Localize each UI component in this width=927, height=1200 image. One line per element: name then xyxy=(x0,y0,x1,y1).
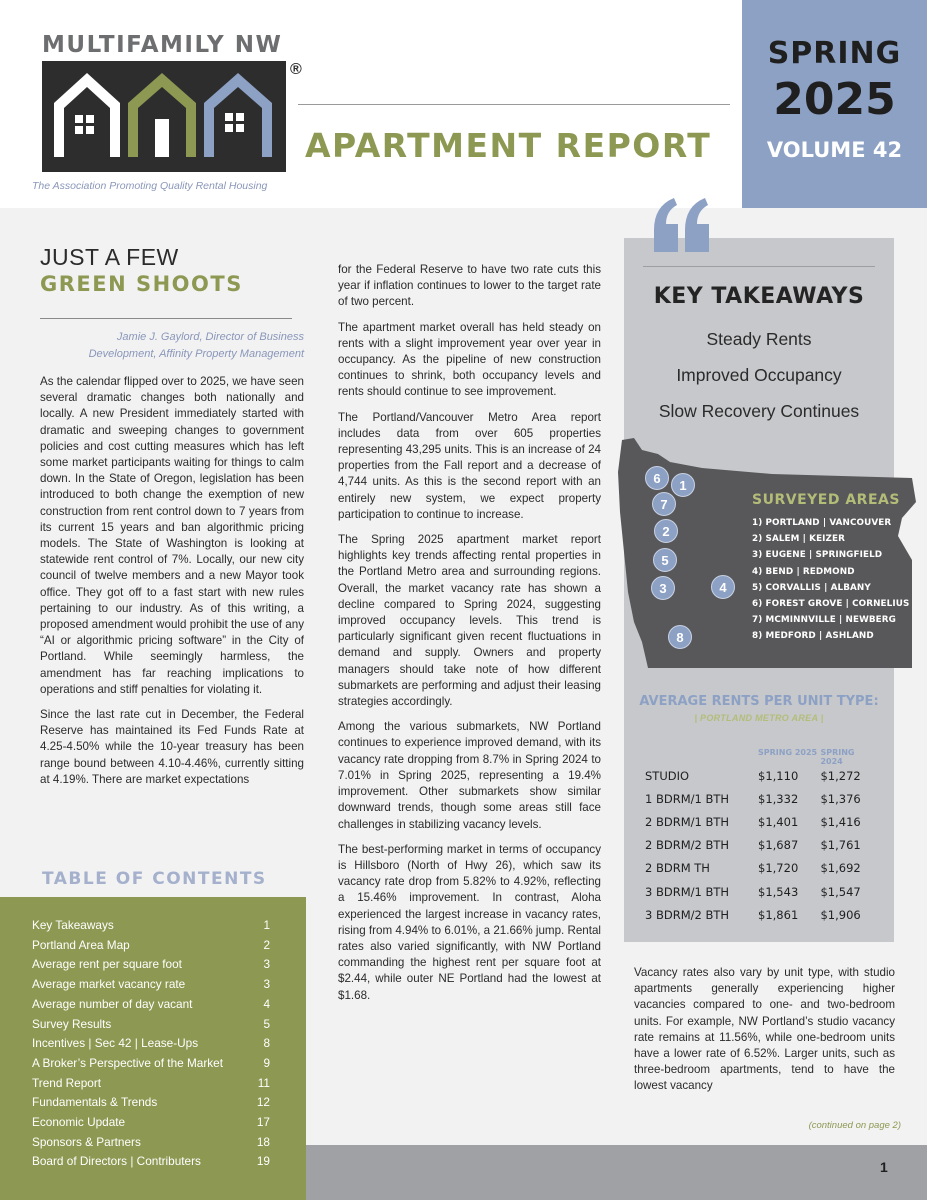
unit-type: 2 BDRM TH xyxy=(645,861,710,876)
toc-item-label: A Broker’s Perspective of the Market xyxy=(32,1055,224,1070)
unit-type: 3 BDRM/1 BTH xyxy=(645,884,730,899)
byline-line: Development, Affinity Property Management xyxy=(88,348,304,360)
article-paragraph: Among the various submarkets, NW Portland continues to experience improved demand, with its vacancy rate dropping from 8.7% in Spring 2024 to 7.01% in Spring 2025, representing a 19.4% improvement. Other submarkets show similar downward trends, though some areas still face challenges in stabilizing vacancy levels. xyxy=(338,720,601,831)
map-pin[interactable]: 2 xyxy=(654,519,678,543)
surveyed-areas-list xyxy=(752,515,909,645)
rents-table-subtitle: | PORTLAND METRO AREA | xyxy=(694,713,824,723)
issue-season: SPRING xyxy=(767,36,902,71)
map-pin[interactable]: 5 xyxy=(653,548,677,572)
byline xyxy=(40,329,304,363)
toc-item[interactable] xyxy=(32,1034,270,1054)
toc-item-page: 3 xyxy=(263,977,270,992)
article-headline: GREEN SHOOTS xyxy=(40,272,243,296)
report-title: APARTMENT REPORT xyxy=(305,126,712,165)
surveyed-area: 8) MEDFORD | ASHLAND xyxy=(752,631,874,642)
unit-type: 2 BDRM/2 BTH xyxy=(645,838,730,853)
unit-type: 3 BDRM/2 BTH xyxy=(645,907,730,922)
multifamily-nw-logo xyxy=(42,61,286,172)
rent-2025: $1,332 xyxy=(758,791,799,806)
issue-volume: VOLUME 42 xyxy=(766,138,903,162)
toc-item[interactable] xyxy=(32,1015,270,1035)
takeaway-item: Steady Rents xyxy=(706,329,812,349)
toc-item[interactable] xyxy=(32,1133,270,1153)
table-row xyxy=(645,764,875,787)
rent-2024: $1,376 xyxy=(820,791,861,806)
table-row xyxy=(645,810,875,833)
rent-2024: $1,906 xyxy=(820,907,861,922)
toc-item-label: Economic Update xyxy=(32,1115,126,1130)
rent-2024: $1,547 xyxy=(820,884,861,899)
surveyed-area: 5) CORVALLIS | ALBANY xyxy=(752,582,871,593)
toc-item-label: Incentives | Sec 42 | Lease-Ups xyxy=(32,1036,199,1051)
toc-item-page: 17 xyxy=(256,1115,270,1130)
toc-item-label: Average rent per square foot xyxy=(32,957,182,972)
toc-item-page: 5 xyxy=(263,1016,270,1031)
unit-type: 1 BDRM/1 BTH xyxy=(645,791,730,806)
map-pin[interactable]: 7 xyxy=(652,492,676,516)
toc-item-label: Trend Report xyxy=(32,1075,102,1090)
article-paragraph: The apartment market overall has held steady on rents with a slight improvement year over year in occupancy. As the pipeline of new construction continues to shrink, both occupancy levels and rents should continue to see improvement. xyxy=(338,320,601,399)
toc-item-page: 4 xyxy=(263,996,270,1011)
rents-table-header xyxy=(645,748,875,764)
surveyed-area: 2) SALEM | KEIZER xyxy=(752,534,846,545)
article-paragraph: The Portland/Vancouver Metro Area report includes data from over 605 properties representing 43,295 units. This is an increase of 24 properties from the Fall report and a decrease of 4,744 units. As this is the second report with an entirely new system, we expect property participation to continue to increase. xyxy=(338,410,601,521)
table-row xyxy=(645,834,875,857)
house-left-icon xyxy=(54,73,120,157)
rent-2025: $1,401 xyxy=(758,814,799,829)
takeaway-item: Slow Recovery Continues xyxy=(658,401,860,421)
surveyed-areas-title: SURVEYED AREAS xyxy=(752,492,900,508)
takeaway-item: Improved Occupancy xyxy=(676,365,842,385)
rent-2025: $1,861 xyxy=(758,907,799,922)
footer-bar xyxy=(306,1145,927,1200)
toc-item[interactable] xyxy=(32,916,270,936)
toc-item-page: 18 xyxy=(256,1134,270,1149)
rent-2025: $1,720 xyxy=(758,861,799,876)
toc-item-page: 8 xyxy=(263,1036,270,1051)
quote-mark-icon xyxy=(652,196,712,254)
house-middle-icon xyxy=(128,73,196,157)
byline-divider xyxy=(40,318,292,319)
toc-item[interactable] xyxy=(32,1113,270,1133)
map-pin[interactable]: 4 xyxy=(711,575,735,599)
article-column-1 xyxy=(40,244,304,797)
issue-badge xyxy=(742,0,927,208)
toc-item-label: Average number of day vacant xyxy=(32,996,193,1011)
rent-2025: $1,543 xyxy=(758,884,799,899)
surveyed-area: 6) FOREST GROVE | CORNELIUS xyxy=(752,599,910,610)
toc-item[interactable] xyxy=(32,936,270,956)
surveyed-area: 4) BEND | REDMOND xyxy=(752,566,855,577)
map-pin[interactable]: 3 xyxy=(651,576,675,600)
header-divider xyxy=(298,104,730,105)
rent-2024: $1,761 xyxy=(820,838,861,853)
table-row xyxy=(645,903,875,926)
table-row xyxy=(645,787,875,810)
article-paragraph: The best-performing market in terms of occupancy is Hillsboro (North of Hwy 26), which saw its vacancy rate drop from 5.82% to 4.92%, reflecting a 15.46% improvement. In contrast, Aloha experienced the largest increase in vacancy rates, rising from 4.94% to 6.01%, a 21.66% jump. Rental rates also varied significantly, with NW Portland commanding the highest rent per square foot at $2.44, while outer NE Portland had the lowest at $1.68. xyxy=(338,842,601,1002)
rent-2024: $1,416 xyxy=(820,814,861,829)
table-row xyxy=(645,857,875,880)
toc-item-page: 12 xyxy=(256,1095,270,1110)
brand-name: MULTIFAMILY NW xyxy=(42,32,283,58)
continued-note: (continued on page 2) xyxy=(808,1120,901,1131)
article-paragraph: Vacancy rates also vary by unit type, with studio apartments generally experiencing higher vacancies compared to one- and two-bedroom units. For example, NW Portland’s studio vacancy rate remains at 11.56%, while one-bedroom units have a lower rate of 6.52%. Larger units, such as three-bedroom apartments, tend to have the lowest vacancy xyxy=(634,966,895,1093)
toc-item-label: Fundamentals & Trends xyxy=(32,1095,158,1110)
page-number: 1 xyxy=(880,1159,888,1175)
key-takeaways-divider xyxy=(643,266,875,267)
houses-logo-icon xyxy=(42,61,286,172)
article-kicker: JUST A FEW xyxy=(40,244,179,270)
toc-item-page: 1 xyxy=(263,918,270,932)
toc-item[interactable] xyxy=(32,995,270,1015)
surveyed-area: 7) MCMINNVILLE | NEWBERG xyxy=(752,615,896,626)
toc-item[interactable] xyxy=(32,975,270,995)
toc-item-page: 2 xyxy=(263,937,270,952)
toc-title: TABLE OF CONTENTS xyxy=(42,869,267,889)
toc-item-label: Key Takeaways xyxy=(32,918,114,932)
toc-item-label: Survey Results xyxy=(32,1016,112,1031)
toc-item-page: 19 xyxy=(256,1154,270,1169)
article-paragraph: The Spring 2025 apartment market report highlights key trends affecting rental properties in the Portland Metro area and surrounding regions. Overall, the market vacancy rate has shown a decline compared to Spring 2024, suggesting improved occupancy levels. This trend is particularly significant given recent fluctuations in demand and supply. Owners and property managers should take note of how different submarkets are performing and adjust their leasing strategies accordingly. xyxy=(338,533,601,709)
map-pin[interactable]: 1 xyxy=(671,473,695,497)
article-paragraph: Since the last rate cut in December, the Federal Reserve has maintained its Fed Funds Rate at 4.25-4.50% while the 10-year treasury has been range bound between 4.10-4.46%, currently sitting at 4.19%. There are market expectations xyxy=(40,708,304,786)
key-takeaways-title: KEY TAKEAWAYS xyxy=(653,284,865,309)
unit-type: STUDIO xyxy=(645,768,690,783)
rent-2024: $1,692 xyxy=(820,861,861,876)
table-of-contents xyxy=(0,897,306,1200)
rents-table-title: AVERAGE RENTS PER UNIT TYPE: xyxy=(639,694,879,709)
toc-item-page: 9 xyxy=(263,1055,270,1070)
column-header: SPRING 2024 xyxy=(820,748,855,766)
rent-2024: $1,272 xyxy=(820,768,861,783)
article-column-3 xyxy=(634,965,895,1104)
rent-2025: $1,687 xyxy=(758,838,799,853)
toc-item[interactable] xyxy=(32,955,270,975)
toc-item-label: Sponsors & Partners xyxy=(32,1134,141,1149)
toc-item[interactable] xyxy=(32,1074,270,1094)
average-rents-table xyxy=(645,748,875,926)
toc-item-page: 11 xyxy=(257,1075,270,1090)
article-paragraph: for the Federal Reserve to have two rate cuts this year if inflation continues to lower to the target rate of two percent. xyxy=(338,263,601,309)
tagline: The Association Promoting Quality Rental Housing xyxy=(32,180,268,192)
rent-2025: $1,110 xyxy=(758,768,799,783)
report-header xyxy=(0,0,927,208)
map-pin[interactable]: 8 xyxy=(668,625,692,649)
toc-item[interactable] xyxy=(32,1152,270,1172)
byline-line: Jamie J. Gaylord, Director of Business xyxy=(116,331,304,343)
column-header: SPRING 2025 xyxy=(758,748,818,757)
toc-item-label: Portland Area Map xyxy=(32,937,130,952)
unit-type: 2 BDRM/1 BTH xyxy=(645,814,730,829)
map-pin[interactable]: 6 xyxy=(645,466,669,490)
toc-item-label: Average market vacancy rate xyxy=(32,977,186,992)
article-column-2 xyxy=(338,262,601,1013)
issue-year: 2025 xyxy=(773,74,896,125)
toc-item-label: Board of Directors | Contributers xyxy=(32,1154,201,1169)
table-row xyxy=(645,880,875,903)
surveyed-area: 3) EUGENE | SPRINGFIELD xyxy=(752,550,883,561)
article-paragraph: As the calendar flipped over to 2025, we have seen several dramatic changes both nationally and locally. A new President immediately started with dramatic and sweeping changes to government policies and cost cutting measures which has left some market participants waiting for things to calm down. In the State of Oregon, legislation has been introduced to both change the exemption of new construction from rent control down to 7 years from its current 15 years and ban algorithmic pricing models. The State of Washington is looking at statewide rent control of 7%. Locally, our new city council of twelve members and a new Mayor took office. They got off to a fast start with new rules pertaining to our industry. As of this writing, a proposed amendment would prohibit the use of any “AI or algorithmic pricing software” in the City of Portland. While seemingly harmless, the amendment has far reaching implications to operations and stiff penalties for violating it. xyxy=(40,375,304,696)
surveyed-area: 1) PORTLAND | VANCOUVER xyxy=(752,518,892,528)
registered-mark: ® xyxy=(290,61,302,78)
toc-item[interactable] xyxy=(32,1093,270,1113)
toc-item[interactable] xyxy=(32,1054,270,1074)
house-right-icon xyxy=(204,73,272,157)
toc-item-page: 3 xyxy=(263,957,270,972)
